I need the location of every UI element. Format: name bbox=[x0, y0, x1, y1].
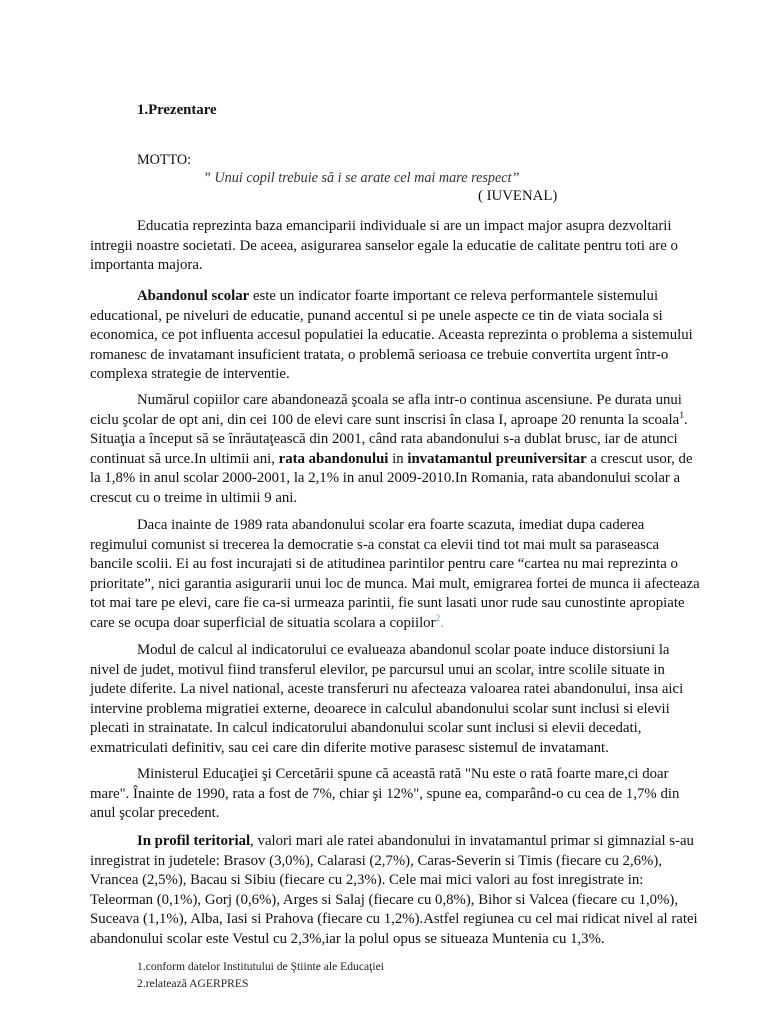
text-line: complexa strategie de interventie. bbox=[90, 366, 290, 383]
paragraph-post-1989-causes bbox=[90, 516, 700, 634]
text-line: Vrancea (2,5%), Bacau si Sibiu (fiecare cu 2,3%). Cele mai mici valori au fost inregistrate in: bbox=[90, 872, 644, 889]
footnote-ref-2-link[interactable]: 2 bbox=[435, 613, 441, 625]
text-line: tot mai tare pe elevi, care fie ca-si urmeaza parintii, fie sunt lasati unor rude sau cunostinte apropiate bbox=[90, 595, 685, 612]
text-run: . bbox=[440, 614, 445, 631]
text-line: inregistrat in judetele: Brasov (3,0%), Calarasi (2,7%), Caras-Severin si Timis (fiecare cu 2,6%), bbox=[90, 852, 662, 869]
bold-term: rata abandonului bbox=[278, 450, 389, 467]
text-line: Educatia reprezinta baza emanciparii individuale si are un impact major asupra dezvoltarii bbox=[137, 218, 672, 234]
text-line: exmatriculati definitiv, sau cei care din diferite motive parasesc sistemul de invatamant. bbox=[90, 739, 609, 756]
text-line bbox=[90, 614, 690, 634]
text-line: anul şcolar precedent. bbox=[90, 805, 220, 822]
text-line: Teleorman (0,1%), Gorj (0,6%), Arges si Salaj (fiecare cu 0,8%), Bihor si Valcea (fiecare cu 1,0%), bbox=[90, 891, 679, 908]
paragraph-education-intro bbox=[90, 217, 690, 276]
motto-author: ( IUVENAL) bbox=[478, 188, 558, 204]
text-line: nivel de judet, motivul fiind transferul elevilor, pe parcursul unui an scolar, intre scolile situate in bbox=[90, 661, 665, 678]
motto-label: MOTTO: bbox=[137, 152, 192, 168]
text-line: bancile scolii. Ei au fost incurajati si de atitudinea parintilor pentru care “cartea nu mai reprezinta o bbox=[90, 556, 678, 573]
text-run: a crescut usor, de bbox=[586, 450, 693, 467]
text-line: prioritate”, nici garantia asigurarii unui loc de munca. Mai mult, emigrarea fortei de munca ii afecteaza bbox=[90, 575, 700, 592]
text-line: economica, ce pot influenta accesul populatiei la educatie. Aceasta reprezinta o problema a sistemului bbox=[90, 327, 693, 344]
text-run: ciclu şcolar de opt ani, din cei 100 de elevi care sunt inscrisi în clasa I, aproape 20 renunta la scoala bbox=[90, 411, 680, 428]
text-line: Situaţia a început să se înrăutaţească din 2001, când rata abandonului s-a dublat brusc, iar de atunci bbox=[90, 431, 678, 448]
paragraph-territorial-profile bbox=[90, 832, 698, 950]
text-run: . bbox=[683, 411, 688, 428]
footnote-1: 1.conform datelor Institutului de Ştiinte ale Educaţiei bbox=[137, 960, 384, 973]
text-line: abandonului scolar este Vestul cu 2,3%,iar la polul opus se situeaza Muntenia cu 1,3%. bbox=[90, 930, 605, 947]
footnotes bbox=[137, 958, 384, 992]
text-run: in bbox=[388, 450, 408, 467]
bold-term: In profil teritorial bbox=[137, 833, 251, 849]
text-run: este un indicator foarte important ce releva performantele sistemului bbox=[249, 288, 659, 304]
text-line bbox=[90, 287, 690, 307]
text-line: Suceava (1,1%), Alba, Iasi si Prahova (fiecare cu 1,2%).Astfel regiunea cu cel mai ridicat nivel al ratei bbox=[90, 911, 698, 928]
footnote-ref-1: 1 bbox=[679, 410, 684, 422]
text-line: intervine problema migratiei externe, deoarece in calculul abandonului scolar sunt inclusi si elevii bbox=[90, 700, 670, 717]
text-line: plecati in strainatate. In calcul indicatorului abandonului scolar sunt inclusi si elevii decedati, bbox=[90, 720, 642, 737]
text-line: intregii noastre societati. De aceea, asigurarea sanselor egale la educatie de calitate pentru toti are o bbox=[90, 237, 678, 254]
text-line: romanesc de invatamant insuficient tratata, o problemă serioasa ce trebuie convertita urgent într-o bbox=[90, 346, 669, 363]
text-line: Ministerul Educaţiei şi Cercetării spune că această rată "Nu este o rată foarte mare,ci doar bbox=[137, 766, 669, 782]
motto-quote: ” Unui copil trebuie să i se arate cel mai mare respect” bbox=[203, 170, 520, 186]
text-line: regimului comunist si trecerea la democratie s-a constat ca elevii tind tot mai mult sa paraseasca bbox=[90, 536, 660, 553]
text-line bbox=[90, 450, 693, 470]
text-line: mare". Înainte de 1990, rata a fost de 7%, chiar şi 12%", spune ea, comparând-o cu cea de 1,7% din bbox=[90, 785, 680, 802]
paragraph-calculation-method bbox=[90, 641, 690, 759]
text-run: , valori mari ale ratei abandonului in invatamantul primar si gimnazial s-au bbox=[250, 833, 694, 849]
text-line: Numărul copiilor care abandonează şcoala se afla intr-o continua ascensiune. Pe durata unui bbox=[137, 392, 682, 408]
text-line bbox=[90, 832, 694, 852]
text-line bbox=[90, 411, 690, 431]
text-run: care se ocupa doar superficial de situatia scolara a copiilor bbox=[90, 614, 436, 631]
text-line: Daca inainte de 1989 rata abandonului scolar era foarte scazuta, imediat dupa caderea bbox=[137, 517, 645, 533]
bold-term: invatamantul preuniversitar bbox=[407, 450, 587, 467]
paragraph-ministry-statement bbox=[90, 765, 690, 824]
paragraph-abandon-statistics bbox=[90, 391, 693, 509]
text-line: la 1,8% in anul scolar 2000-2001, la 2,1% in anul 2009-2010.In Romania, rata abandonului scolar a bbox=[90, 470, 681, 487]
section-heading: 1.Prezentare bbox=[137, 102, 217, 118]
text-line: judete diferite. La nivel national, aceste transferuri nu afecteaza valoarea ratei abandonului, insa aici bbox=[90, 681, 684, 698]
paragraph-abandon-definition bbox=[90, 287, 693, 385]
text-line: importanta majora. bbox=[90, 257, 203, 274]
footnote-2: 2.relatează AGERPRES bbox=[137, 977, 249, 990]
bold-term: Abandonul scolar bbox=[137, 288, 250, 304]
text-line: educational, pe niveluri de educatie, punand accentul si pe unele aspecte ce tin de viata sociala si bbox=[90, 307, 663, 324]
text-line: Modul de calcul al indicatorului ce evalueaza abandonul scolar poate induce distorsiuni la bbox=[137, 642, 670, 658]
text-run: continuat să urce.In ultimii ani, bbox=[90, 450, 279, 467]
text-line: crescut cu o treime in ultimii 9 ani. bbox=[90, 489, 298, 506]
